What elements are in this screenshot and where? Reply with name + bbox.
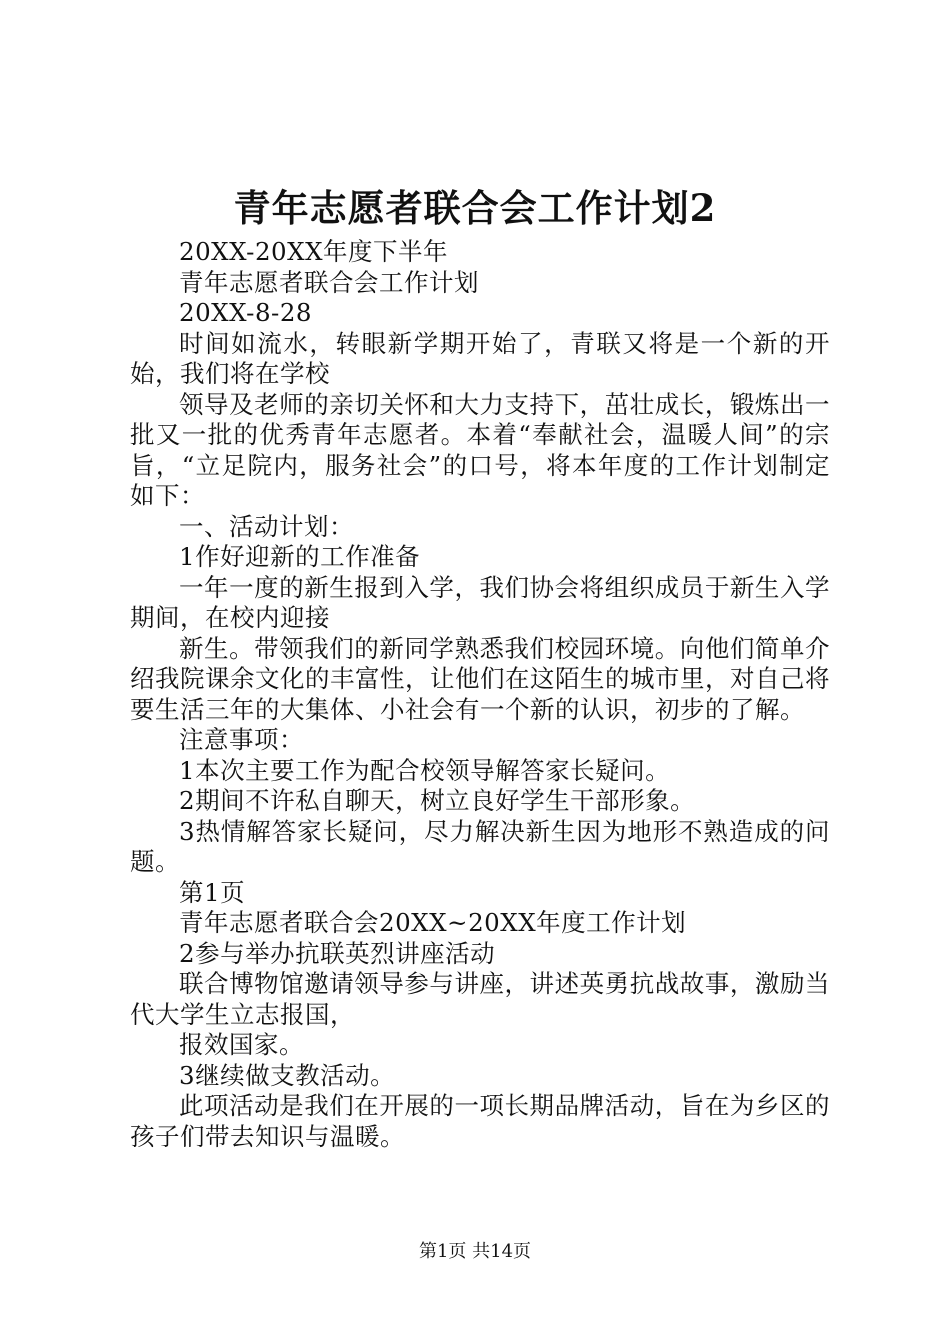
paragraph: 青年志愿者联合会20XX~20XX年度工作计划 [179,908,687,937]
paragraph: 联合博物馆邀请领导参与讲座，讲述英勇抗战故事，激励当代大学生立志报国， [130,969,830,1029]
paragraph: 20XX-20XX年度下半年 [179,237,449,266]
paragraph: 3热情解答家长疑问，尽力解决新生因为地形不熟造成的问题。 [130,816,830,876]
paragraph: 新生。带领我们的新同学熟悉我们校园环境。向他们简单介绍我院课余文化的丰富性，让他们在这陌生的城市里，对自己将要生活三年的大集体、小社会有一个新的认识，初步的了解。 [130,633,830,724]
document-body [130,237,830,1152]
paragraph: 2参与举办抗联英烈讲座活动 [179,938,496,968]
paragraph: 此项活动是我们在开展的一项长期品牌活动，旨在为乡区的孩子们带去知识与温暖。 [130,1091,830,1151]
paragraph: 20XX-8-28 [179,298,313,327]
paragraph: 3继续做支教活动。 [179,1060,396,1090]
paragraph: 第1页 [179,877,246,907]
paragraph: 报效国家。 [179,1030,304,1059]
paragraph: 时间如流水，转眼新学期开始了，青联又将是一个新的开始，我们将在学校 [130,328,830,388]
page-footer: 第1页 共14页 [418,1241,532,1262]
paragraph: 2期间不许私自聊天，树立良好学生干部形象。 [179,786,696,815]
document-title: 青年志愿者联合会工作计划2 [233,186,717,230]
paragraph: 1作好迎新的工作准备 [179,542,421,571]
paragraph: 注意事项： [179,725,304,754]
paragraph: 1本次主要工作为配合校领导解答家长疑问。 [179,755,671,785]
paragraph: 领导及老师的亲切关怀和大力支持下，茁壮成长，锻炼出一批又一批的优秀青年志愿者。本着“奉献社会，温暖人间”的宗旨，“立足院内，服务社会”的口号，将本年度的工作计划制定如下： [130,389,830,510]
paragraph: 青年志愿者联合会工作计划 [179,267,479,297]
paragraph: 一年一度的新生报到入学，我们协会将组织成员于新生入学期间，在校内迎接 [130,572,830,632]
paragraph: 一、活动计划： [179,511,354,541]
